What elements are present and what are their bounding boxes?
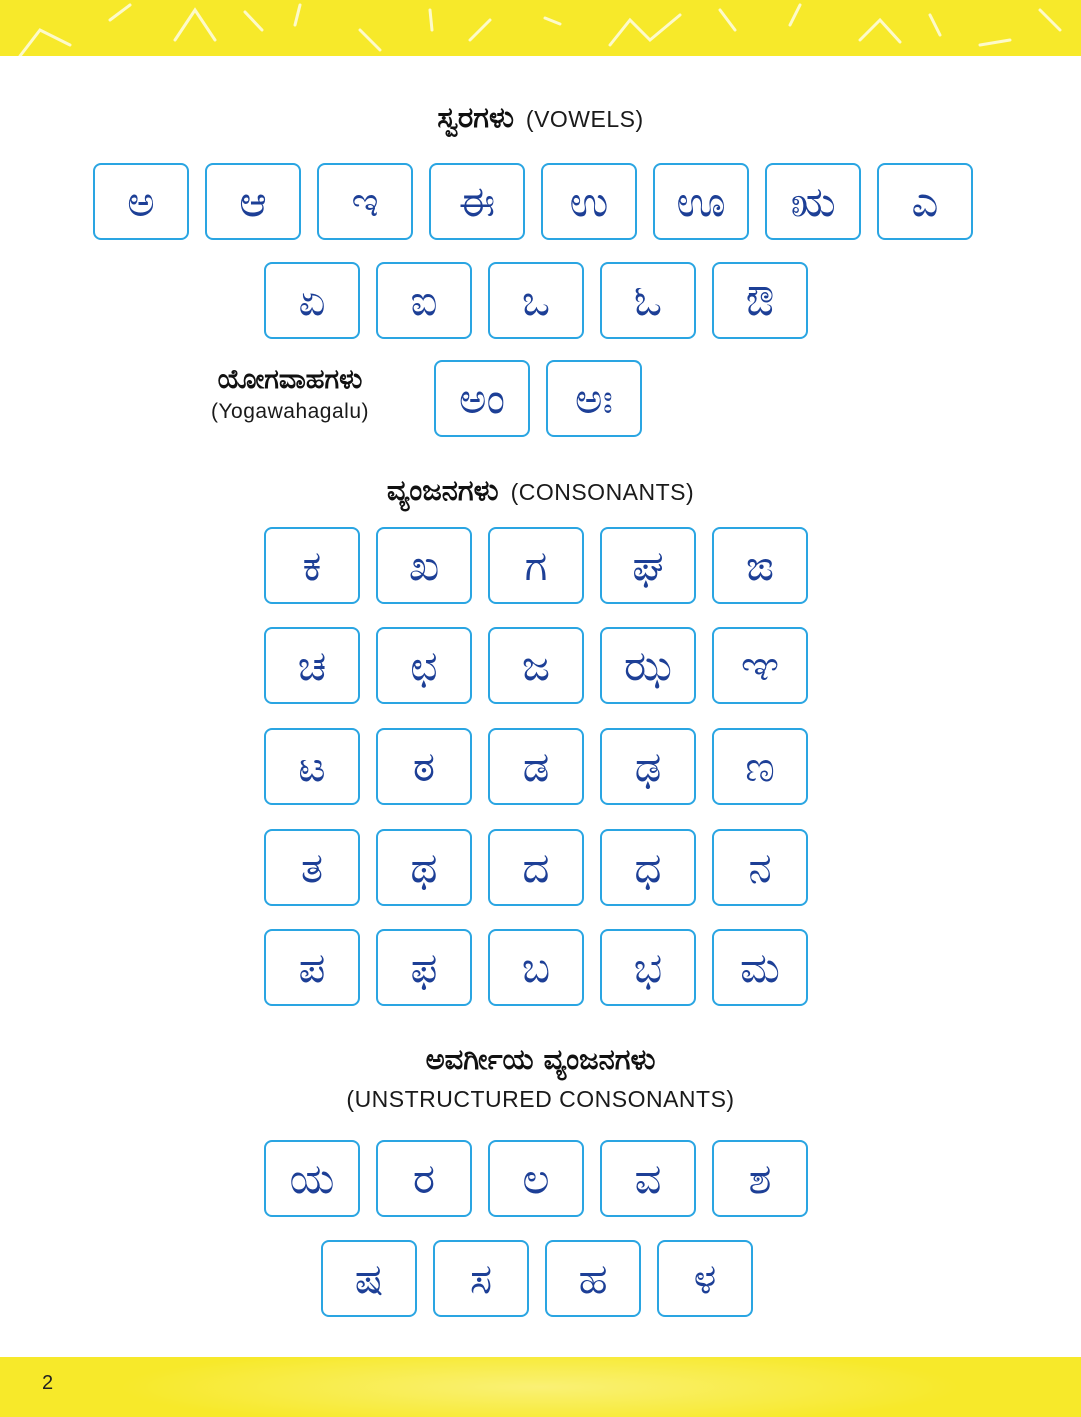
letter-tile: ಊ	[653, 163, 749, 240]
letter-tile: ಕ	[264, 527, 360, 604]
consonants-row-3	[264, 728, 808, 805]
vowels-title-kannada: ಸ್ವರಗಳು	[437, 100, 514, 134]
letter-tile: ಢ	[600, 728, 696, 805]
star-pattern-decoration	[0, 0, 1081, 56]
letter-tile: ನ	[712, 829, 808, 906]
yogavahagalu-row	[434, 360, 642, 437]
letter-tile: ಸ	[433, 1240, 529, 1317]
letter-tile: ಖ	[376, 527, 472, 604]
letter-tile: ಏ	[264, 262, 360, 339]
letter-tile: ವ	[600, 1140, 696, 1217]
letter-tile: ಓ	[600, 262, 696, 339]
vowels-row-2	[264, 262, 808, 339]
top-decorative-band	[0, 0, 1081, 56]
vowels-row-1	[93, 163, 973, 240]
letter-tile: ಷ	[321, 1240, 417, 1317]
letter-tile: ಡ	[488, 728, 584, 805]
letter-tile: ಣ	[712, 728, 808, 805]
letter-tile: ದ	[488, 829, 584, 906]
letter-tile: ಟ	[264, 728, 360, 805]
letter-tile: ತ	[264, 829, 360, 906]
yogavahagalu-title-english: (Yogawahagalu)	[210, 400, 369, 423]
consonants-row-4	[264, 829, 808, 906]
consonants-heading	[0, 473, 1081, 508]
letter-tile: ಝ	[600, 627, 696, 704]
unstructured-title-kannada: ಅವರ್ಗೀಯ ವ್ಯಂಜನಗಳು	[425, 1042, 656, 1076]
letter-tile: ಞ	[712, 627, 808, 704]
letter-tile: ಹ	[545, 1240, 641, 1317]
letter-tile: ಭ	[600, 929, 696, 1006]
letter-tile: ಎ	[877, 163, 973, 240]
yogavahagalu-title-kannada: ಯೋಗವಾಹಗಳು	[217, 364, 363, 395]
letter-tile: ಅಃ	[546, 360, 642, 437]
letter-tile: ಛ	[376, 627, 472, 704]
letter-tile: ಚ	[264, 627, 360, 704]
vowels-title-english: (VOWELS)	[525, 106, 644, 132]
unstructured-row-1	[264, 1140, 808, 1217]
letter-tile: ಜ	[488, 627, 584, 704]
letter-tile: ಙ	[712, 527, 808, 604]
letter-tile: ಠ	[376, 728, 472, 805]
letter-tile: ಪ	[264, 929, 360, 1006]
letter-tile: ಅ	[93, 163, 189, 240]
letter-tile: ಉ	[541, 163, 637, 240]
letter-tile: ಘ	[600, 527, 696, 604]
letter-tile: ಳ	[657, 1240, 753, 1317]
unstructured-title-english: (UNSTRUCTURED CONSONANTS)	[346, 1086, 735, 1112]
letter-tile: ಥ	[376, 829, 472, 906]
letter-tile: ಋ	[765, 163, 861, 240]
letter-tile: ಒ	[488, 262, 584, 339]
letter-tile: ಐ	[376, 262, 472, 339]
letter-tile: ಧ	[600, 829, 696, 906]
letter-tile: ಅಂ	[434, 360, 530, 437]
letter-tile: ರ	[376, 1140, 472, 1217]
letter-tile: ಬ	[488, 929, 584, 1006]
letter-tile: ಮ	[712, 929, 808, 1006]
letter-tile: ಗ	[488, 527, 584, 604]
unstructured-heading-kannada	[0, 1042, 1081, 1077]
consonants-title-english: (CONSONANTS)	[510, 479, 695, 505]
yogavahagalu-label	[160, 364, 420, 424]
glow-decoration	[0, 1357, 1081, 1417]
letter-tile: ಶ	[712, 1140, 808, 1217]
letter-tile: ಆ	[205, 163, 301, 240]
consonants-title-kannada: ವ್ಯಂಜನಗಳು	[386, 473, 499, 507]
letter-tile: ಇ	[317, 163, 413, 240]
letter-tile: ಔ	[712, 262, 808, 339]
unstructured-heading-english	[0, 1086, 1081, 1113]
page-number: 2	[42, 1372, 54, 1394]
letter-tile: ಈ	[429, 163, 525, 240]
vowels-heading	[0, 100, 1081, 135]
letter-tile: ಯ	[264, 1140, 360, 1217]
consonants-row-1	[264, 527, 808, 604]
letter-tile: ಫ	[376, 929, 472, 1006]
consonants-row-5	[264, 929, 808, 1006]
letter-tile: ಲ	[488, 1140, 584, 1217]
unstructured-row-2	[321, 1240, 753, 1317]
bottom-decorative-band	[0, 1357, 1081, 1417]
consonants-row-2	[264, 627, 808, 704]
